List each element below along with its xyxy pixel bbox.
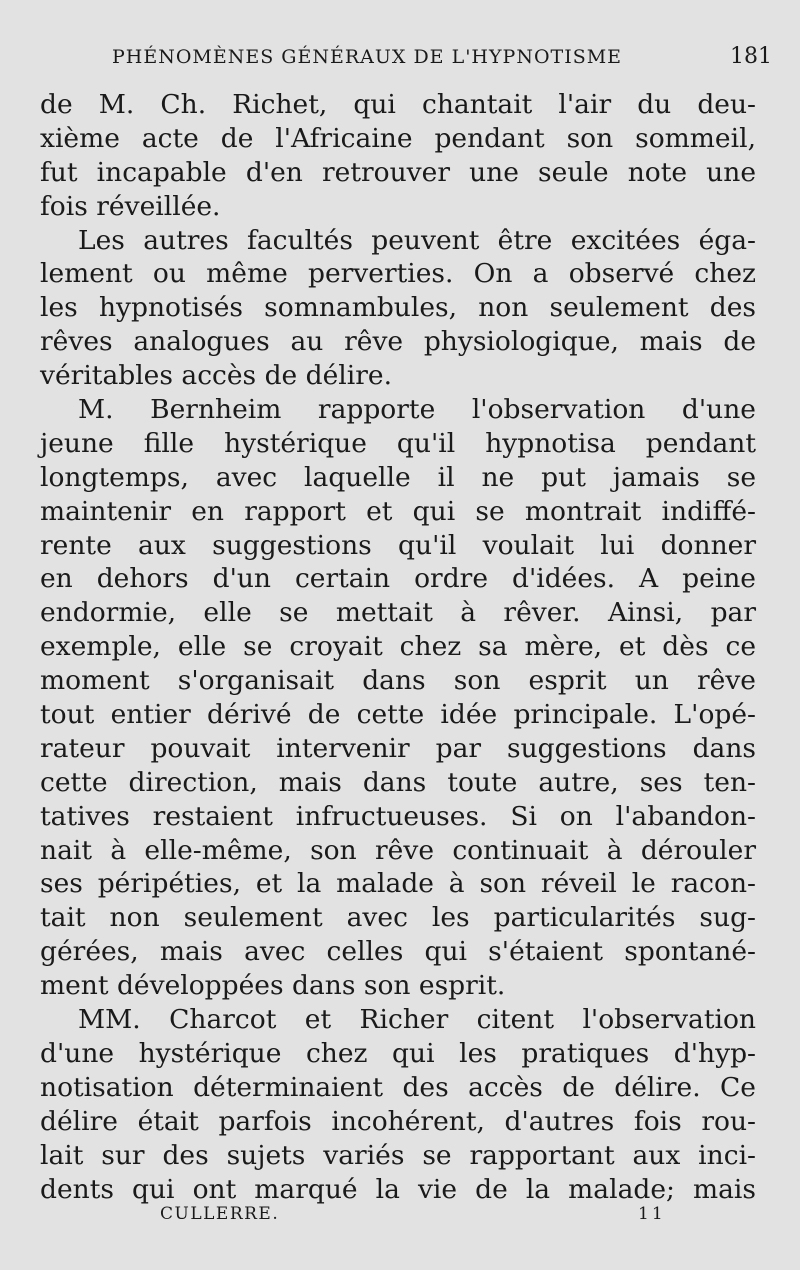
text-line: longtemps, avec laquelle il ne put jamais se (40, 461, 756, 493)
text-line: M. Bernheim rapporte l'observation d'une (78, 394, 756, 426)
text-line: véritables accès de délire. (40, 360, 393, 392)
text-line: gérées, mais avec celles qui s'étaient spontané- (40, 936, 756, 968)
page-number: 181 (730, 44, 772, 69)
text-line: en dehors d'un certain ordre d'idées. A peine (40, 563, 756, 595)
body-text (40, 88, 756, 1206)
text-line: cette direction, mais dans toute autre, ses ten- (40, 766, 756, 798)
text-line: ment développées dans son esprit. (40, 970, 506, 1002)
text-line: exemple, elle se croyait chez sa mère, et dès ce (40, 631, 756, 663)
text-line: tatives restaient infructueuses. Si on l'abandon- (40, 800, 756, 832)
text-line: lait sur des sujets variés se rapportant aux inci- (40, 1139, 756, 1171)
text-line: fois réveillée. (40, 190, 221, 222)
text-line: d'une hystérique chez qui les pratiques d'hyp- (40, 1037, 756, 1069)
text-line: notisation déterminaient des accès de délire. Ce (40, 1071, 756, 1103)
text-line: nait à elle-même, son rêve continuait à dérouler (40, 834, 756, 866)
text-line: moment s'organisait dans son esprit un rêve (40, 665, 756, 697)
printer-signature: CULLERRE. (160, 1204, 280, 1224)
text-line: délire était parfois incohérent, d'autres fois rou- (40, 1105, 756, 1137)
sheet-number: 11 (638, 1204, 666, 1224)
text-line: maintenir en rapport et qui se montrait indiffé- (40, 495, 756, 527)
text-line: fut incapable d'en retrouver une seule note une (40, 156, 756, 188)
text-line: endormie, elle se mettait à rêver. Ainsi, par (40, 597, 756, 629)
running-head (52, 46, 772, 74)
text-line: MM. Charcot et Richer citent l'observation (78, 1004, 756, 1036)
text-line: rente aux suggestions qu'il voulait lui donner (40, 529, 756, 561)
text-line: jeune fille hystérique qu'il hypnotisa pendant (40, 427, 756, 459)
text-line: Les autres facultés peuvent être excitées éga- (78, 224, 756, 256)
text-line: de M. Ch. Richet, qui chantait l'air du deu- (40, 89, 756, 120)
text-line: rêves analogues au rêve physiologique, mais de (40, 326, 756, 358)
text-line: tout entier dérivé de cette idée principale. L'opé- (40, 699, 756, 731)
text-line: les hypnotisés somnambules, non seulement des (40, 292, 756, 324)
text-line: lement ou même perverties. On a observé chez (40, 258, 756, 290)
text-line: dents qui ont marqué la vie de la malade; mais (40, 1173, 756, 1205)
text-line: rateur pouvait intervenir par suggestions dans (40, 732, 756, 764)
text-line: xième acte de l'Africaine pendant son sommeil, (40, 122, 756, 154)
text-line: ses péripéties, et la malade à son réveil le racon- (40, 868, 756, 900)
text-line: tait non seulement avec les particularités sug- (40, 902, 756, 934)
running-title: PHÉNOMÈNES GÉNÉRAUX DE L'HYPNOTISME (112, 46, 623, 68)
